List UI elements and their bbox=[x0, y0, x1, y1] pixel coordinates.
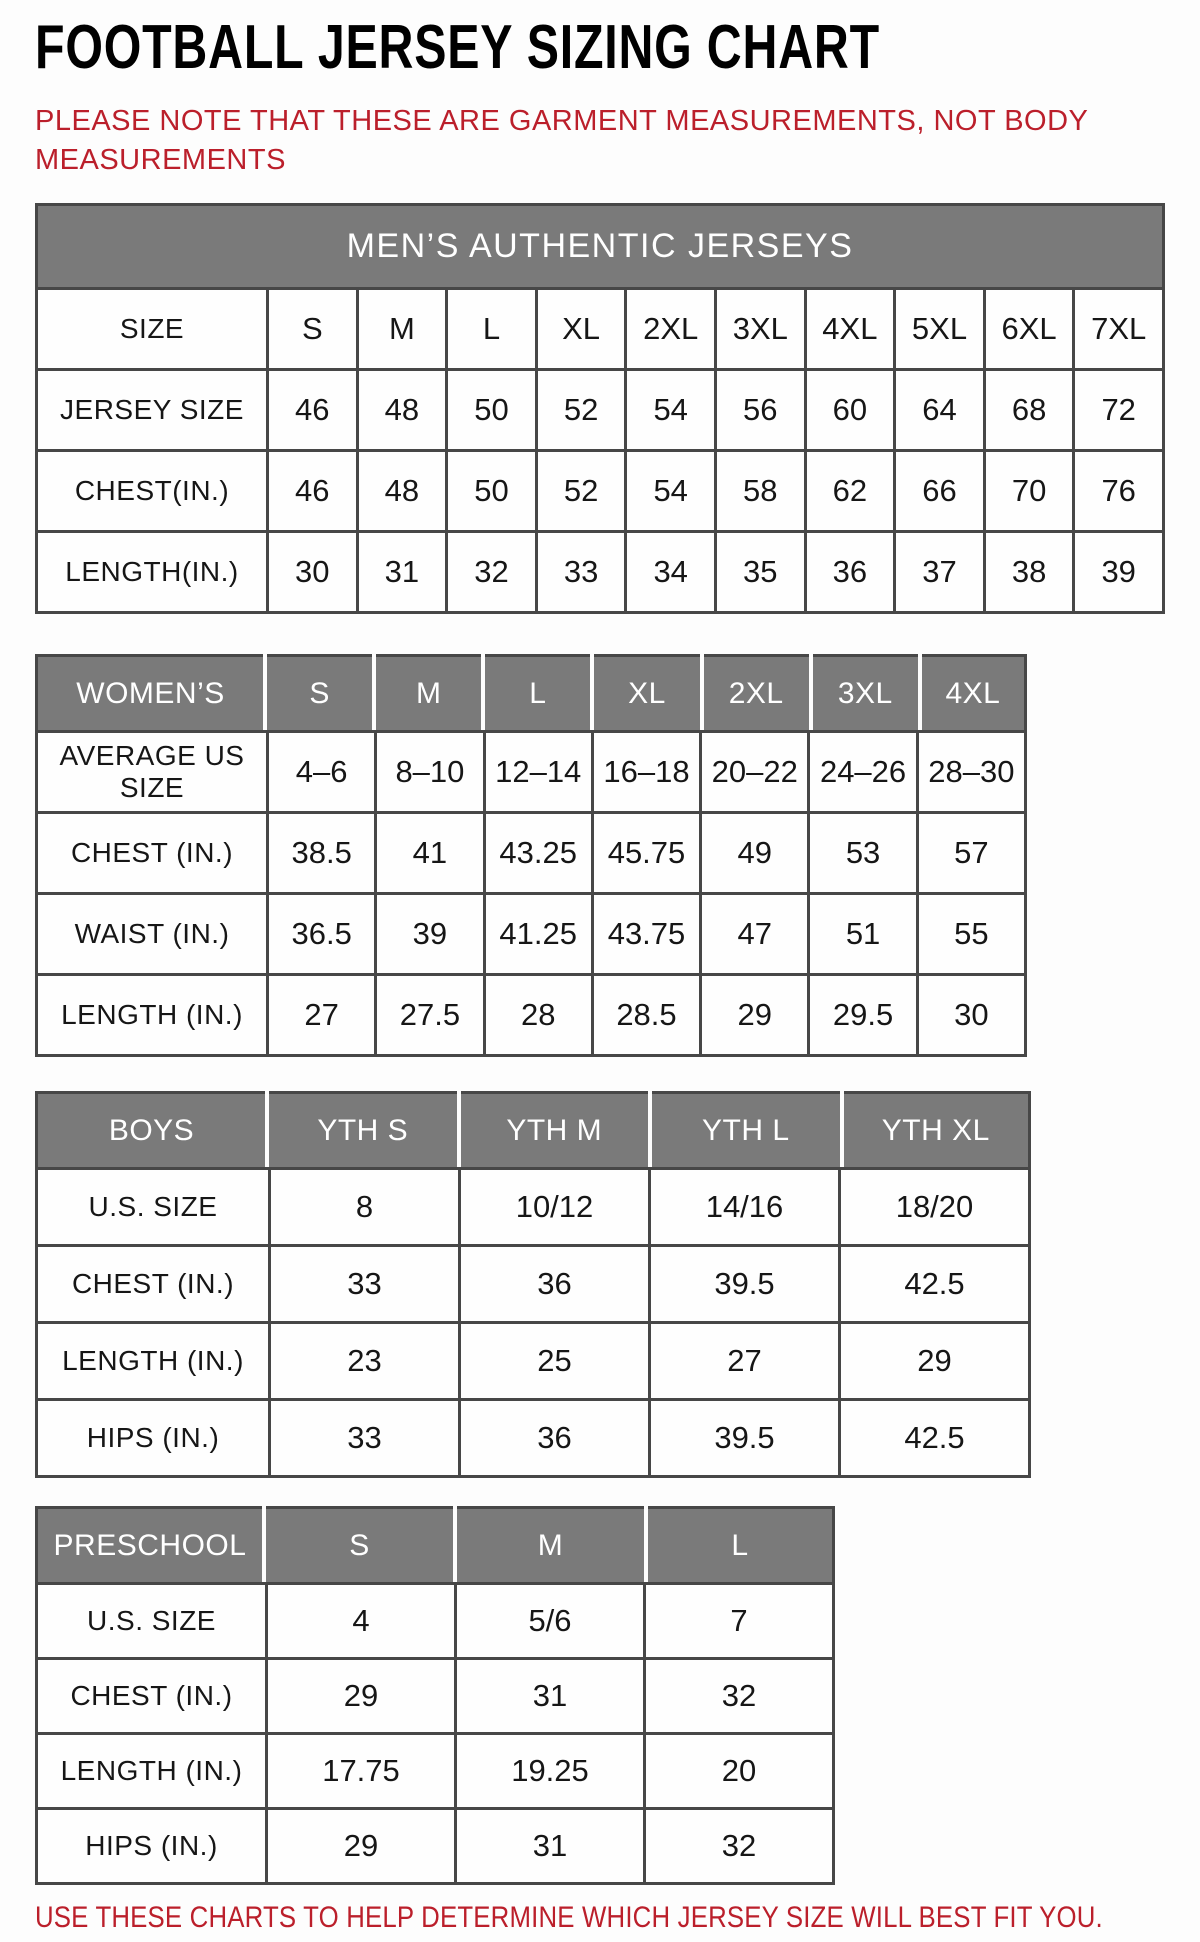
womens-value-cell: 41.25 bbox=[486, 895, 591, 973]
mens-value-cell: 60 bbox=[807, 371, 894, 449]
mens-value-cell: 39 bbox=[1075, 533, 1162, 611]
womens-sizing-table bbox=[35, 654, 1027, 1057]
mens-value-cell: 64 bbox=[896, 371, 983, 449]
page-title: FOOTBALL JERSEY SIZING CHART bbox=[35, 13, 880, 82]
mens-row-label: JERSEY SIZE bbox=[38, 371, 266, 449]
boys-value-cell: 10/12 bbox=[461, 1170, 648, 1244]
womens-size-header-cell: 4XL bbox=[922, 654, 1027, 730]
preschool-value-cell: 4 bbox=[268, 1585, 454, 1657]
mens-value-cell: 7XL bbox=[1075, 290, 1162, 368]
preschool-row-label: HIPS (IN.) bbox=[38, 1810, 265, 1882]
boys-row-label: CHEST (IN.) bbox=[38, 1247, 268, 1321]
womens-size-header-cell: 3XL bbox=[813, 654, 918, 730]
boys-table-header bbox=[35, 1091, 1031, 1167]
mens-value-cell: 54 bbox=[627, 452, 714, 530]
womens-value-cell: 38.5 bbox=[269, 814, 374, 892]
boys-value-cell: 25 bbox=[461, 1324, 648, 1398]
preschool-value-cell: 29 bbox=[268, 1810, 454, 1882]
womens-row-label: CHEST (IN.) bbox=[38, 814, 266, 892]
mens-value-cell: 70 bbox=[986, 452, 1073, 530]
boys-value-cell: 18/20 bbox=[841, 1170, 1028, 1244]
womens-value-cell: 27 bbox=[269, 976, 374, 1054]
mens-value-cell: 36 bbox=[807, 533, 894, 611]
preschool-value-cell: 31 bbox=[457, 1810, 643, 1882]
mens-table-banner: MEN’S AUTHENTIC JERSEYS bbox=[35, 203, 1165, 287]
mens-value-cell: 33 bbox=[538, 533, 625, 611]
preschool-size-header-cell: S bbox=[266, 1506, 453, 1582]
preschool-value-cell: 32 bbox=[646, 1810, 832, 1882]
womens-value-cell: 53 bbox=[810, 814, 915, 892]
mens-value-cell: 34 bbox=[627, 533, 714, 611]
womens-size-header-cell: S bbox=[267, 654, 372, 730]
boys-sizing-table bbox=[35, 1091, 1031, 1478]
boys-size-header-cell: YTH M bbox=[461, 1091, 649, 1167]
womens-table-body bbox=[35, 730, 1027, 1057]
garment-measurements-note: PLEASE NOTE THAT THESE ARE GARMENT MEASUREMENTS, NOT BODY MEASUREMENTS bbox=[35, 105, 1088, 176]
womens-row-label: LENGTH (IN.) bbox=[38, 976, 266, 1054]
womens-value-cell: 27.5 bbox=[377, 976, 482, 1054]
womens-row-label: AVERAGE US SIZE bbox=[38, 733, 266, 811]
mens-value-cell: 46 bbox=[269, 371, 356, 449]
mens-value-cell: 72 bbox=[1075, 371, 1162, 449]
mens-value-cell: 68 bbox=[986, 371, 1073, 449]
preschool-table-title-cell: PRESCHOOL bbox=[35, 1506, 262, 1582]
preschool-size-header-cell: M bbox=[457, 1506, 644, 1582]
mens-row-label: SIZE bbox=[38, 290, 266, 368]
boys-value-cell: 39.5 bbox=[651, 1247, 838, 1321]
mens-value-cell: L bbox=[448, 290, 535, 368]
mens-value-cell: 54 bbox=[627, 371, 714, 449]
boys-value-cell: 39.5 bbox=[651, 1401, 838, 1475]
preschool-value-cell: 31 bbox=[457, 1660, 643, 1732]
womens-value-cell: 39 bbox=[377, 895, 482, 973]
preschool-value-cell: 19.25 bbox=[457, 1735, 643, 1807]
womens-value-cell: 20–22 bbox=[702, 733, 807, 811]
boys-size-header-cell: YTH L bbox=[652, 1091, 840, 1167]
womens-size-header-cell: M bbox=[376, 654, 481, 730]
boys-value-cell: 42.5 bbox=[841, 1401, 1028, 1475]
mens-value-cell: 5XL bbox=[896, 290, 983, 368]
boys-value-cell: 33 bbox=[271, 1247, 458, 1321]
preschool-row-label: U.S. SIZE bbox=[38, 1585, 265, 1657]
mens-authentic-jerseys-table bbox=[35, 203, 1165, 614]
mens-value-cell: 30 bbox=[269, 533, 356, 611]
womens-row-label: WAIST (IN.) bbox=[38, 895, 266, 973]
boys-row-label: HIPS (IN.) bbox=[38, 1401, 268, 1475]
womens-value-cell: 43.75 bbox=[594, 895, 699, 973]
mens-value-cell: 37 bbox=[896, 533, 983, 611]
mens-value-cell: 66 bbox=[896, 452, 983, 530]
mens-value-cell: 76 bbox=[1075, 452, 1162, 530]
womens-table-title-cell: WOMEN’S bbox=[35, 654, 263, 730]
boys-table-title-cell: BOYS bbox=[35, 1091, 265, 1167]
mens-value-cell: 4XL bbox=[807, 290, 894, 368]
mens-value-cell: 3XL bbox=[717, 290, 804, 368]
mens-value-cell: M bbox=[359, 290, 446, 368]
womens-value-cell: 51 bbox=[810, 895, 915, 973]
womens-value-cell: 29 bbox=[702, 976, 807, 1054]
mens-value-cell: 56 bbox=[717, 371, 804, 449]
boys-size-header-cell: YTH S bbox=[269, 1091, 457, 1167]
womens-value-cell: 28 bbox=[486, 976, 591, 1054]
preschool-table-body bbox=[35, 1582, 835, 1885]
womens-table-header bbox=[35, 654, 1027, 730]
womens-value-cell: 24–26 bbox=[810, 733, 915, 811]
womens-value-cell: 12–14 bbox=[486, 733, 591, 811]
womens-value-cell: 45.75 bbox=[594, 814, 699, 892]
boys-value-cell: 27 bbox=[651, 1324, 838, 1398]
mens-value-cell: 31 bbox=[359, 533, 446, 611]
womens-value-cell: 36.5 bbox=[269, 895, 374, 973]
womens-value-cell: 47 bbox=[702, 895, 807, 973]
mens-value-cell: 35 bbox=[717, 533, 804, 611]
preschool-size-header-cell: L bbox=[648, 1506, 835, 1582]
boys-table-body bbox=[35, 1167, 1031, 1478]
womens-value-cell: 49 bbox=[702, 814, 807, 892]
womens-value-cell: 43.25 bbox=[486, 814, 591, 892]
footer-note: USE THESE CHARTS TO HELP DETERMINE WHICH JERSEY SIZE WILL BEST FIT YOU. bbox=[35, 1901, 1103, 1934]
womens-size-header-cell: L bbox=[485, 654, 590, 730]
preschool-value-cell: 29 bbox=[268, 1660, 454, 1732]
boys-value-cell: 29 bbox=[841, 1324, 1028, 1398]
mens-value-cell: 58 bbox=[717, 452, 804, 530]
womens-value-cell: 28–30 bbox=[919, 733, 1024, 811]
boys-value-cell: 8 bbox=[271, 1170, 458, 1244]
womens-value-cell: 29.5 bbox=[810, 976, 915, 1054]
boys-value-cell: 33 bbox=[271, 1401, 458, 1475]
mens-value-cell: 38 bbox=[986, 533, 1073, 611]
preschool-row-label: LENGTH (IN.) bbox=[38, 1735, 265, 1807]
preschool-table-header bbox=[35, 1506, 835, 1582]
mens-row-label: CHEST(IN.) bbox=[38, 452, 266, 530]
preschool-row-label: CHEST (IN.) bbox=[38, 1660, 265, 1732]
mens-value-cell: 50 bbox=[448, 452, 535, 530]
mens-row-label: LENGTH(IN.) bbox=[38, 533, 266, 611]
preschool-value-cell: 32 bbox=[646, 1660, 832, 1732]
mens-value-cell: S bbox=[269, 290, 356, 368]
mens-value-cell: 50 bbox=[448, 371, 535, 449]
womens-value-cell: 28.5 bbox=[594, 976, 699, 1054]
mens-value-cell: 6XL bbox=[986, 290, 1073, 368]
boys-value-cell: 23 bbox=[271, 1324, 458, 1398]
womens-size-header-cell: 2XL bbox=[704, 654, 809, 730]
mens-value-cell: 46 bbox=[269, 452, 356, 530]
womens-value-cell: 41 bbox=[377, 814, 482, 892]
womens-value-cell: 55 bbox=[919, 895, 1024, 973]
womens-size-header-cell: XL bbox=[594, 654, 699, 730]
mens-value-cell: 2XL bbox=[627, 290, 714, 368]
mens-value-cell: XL bbox=[538, 290, 625, 368]
boys-size-header-cell: YTH XL bbox=[844, 1091, 1032, 1167]
preschool-value-cell: 7 bbox=[646, 1585, 832, 1657]
mens-value-cell: 52 bbox=[538, 452, 625, 530]
preschool-value-cell: 17.75 bbox=[268, 1735, 454, 1807]
boys-value-cell: 14/16 bbox=[651, 1170, 838, 1244]
womens-value-cell: 30 bbox=[919, 976, 1024, 1054]
boys-value-cell: 36 bbox=[461, 1401, 648, 1475]
womens-value-cell: 57 bbox=[919, 814, 1024, 892]
preschool-value-cell: 20 bbox=[646, 1735, 832, 1807]
preschool-value-cell: 5/6 bbox=[457, 1585, 643, 1657]
mens-table-body bbox=[35, 287, 1165, 614]
womens-value-cell: 16–18 bbox=[594, 733, 699, 811]
mens-value-cell: 32 bbox=[448, 533, 535, 611]
mens-value-cell: 48 bbox=[359, 452, 446, 530]
preschool-sizing-table bbox=[35, 1506, 835, 1885]
boys-row-label: U.S. SIZE bbox=[38, 1170, 268, 1244]
mens-value-cell: 48 bbox=[359, 371, 446, 449]
womens-value-cell: 8–10 bbox=[377, 733, 482, 811]
boys-row-label: LENGTH (IN.) bbox=[38, 1324, 268, 1398]
boys-value-cell: 36 bbox=[461, 1247, 648, 1321]
mens-value-cell: 62 bbox=[807, 452, 894, 530]
boys-value-cell: 42.5 bbox=[841, 1247, 1028, 1321]
mens-value-cell: 52 bbox=[538, 371, 625, 449]
womens-value-cell: 4–6 bbox=[269, 733, 374, 811]
